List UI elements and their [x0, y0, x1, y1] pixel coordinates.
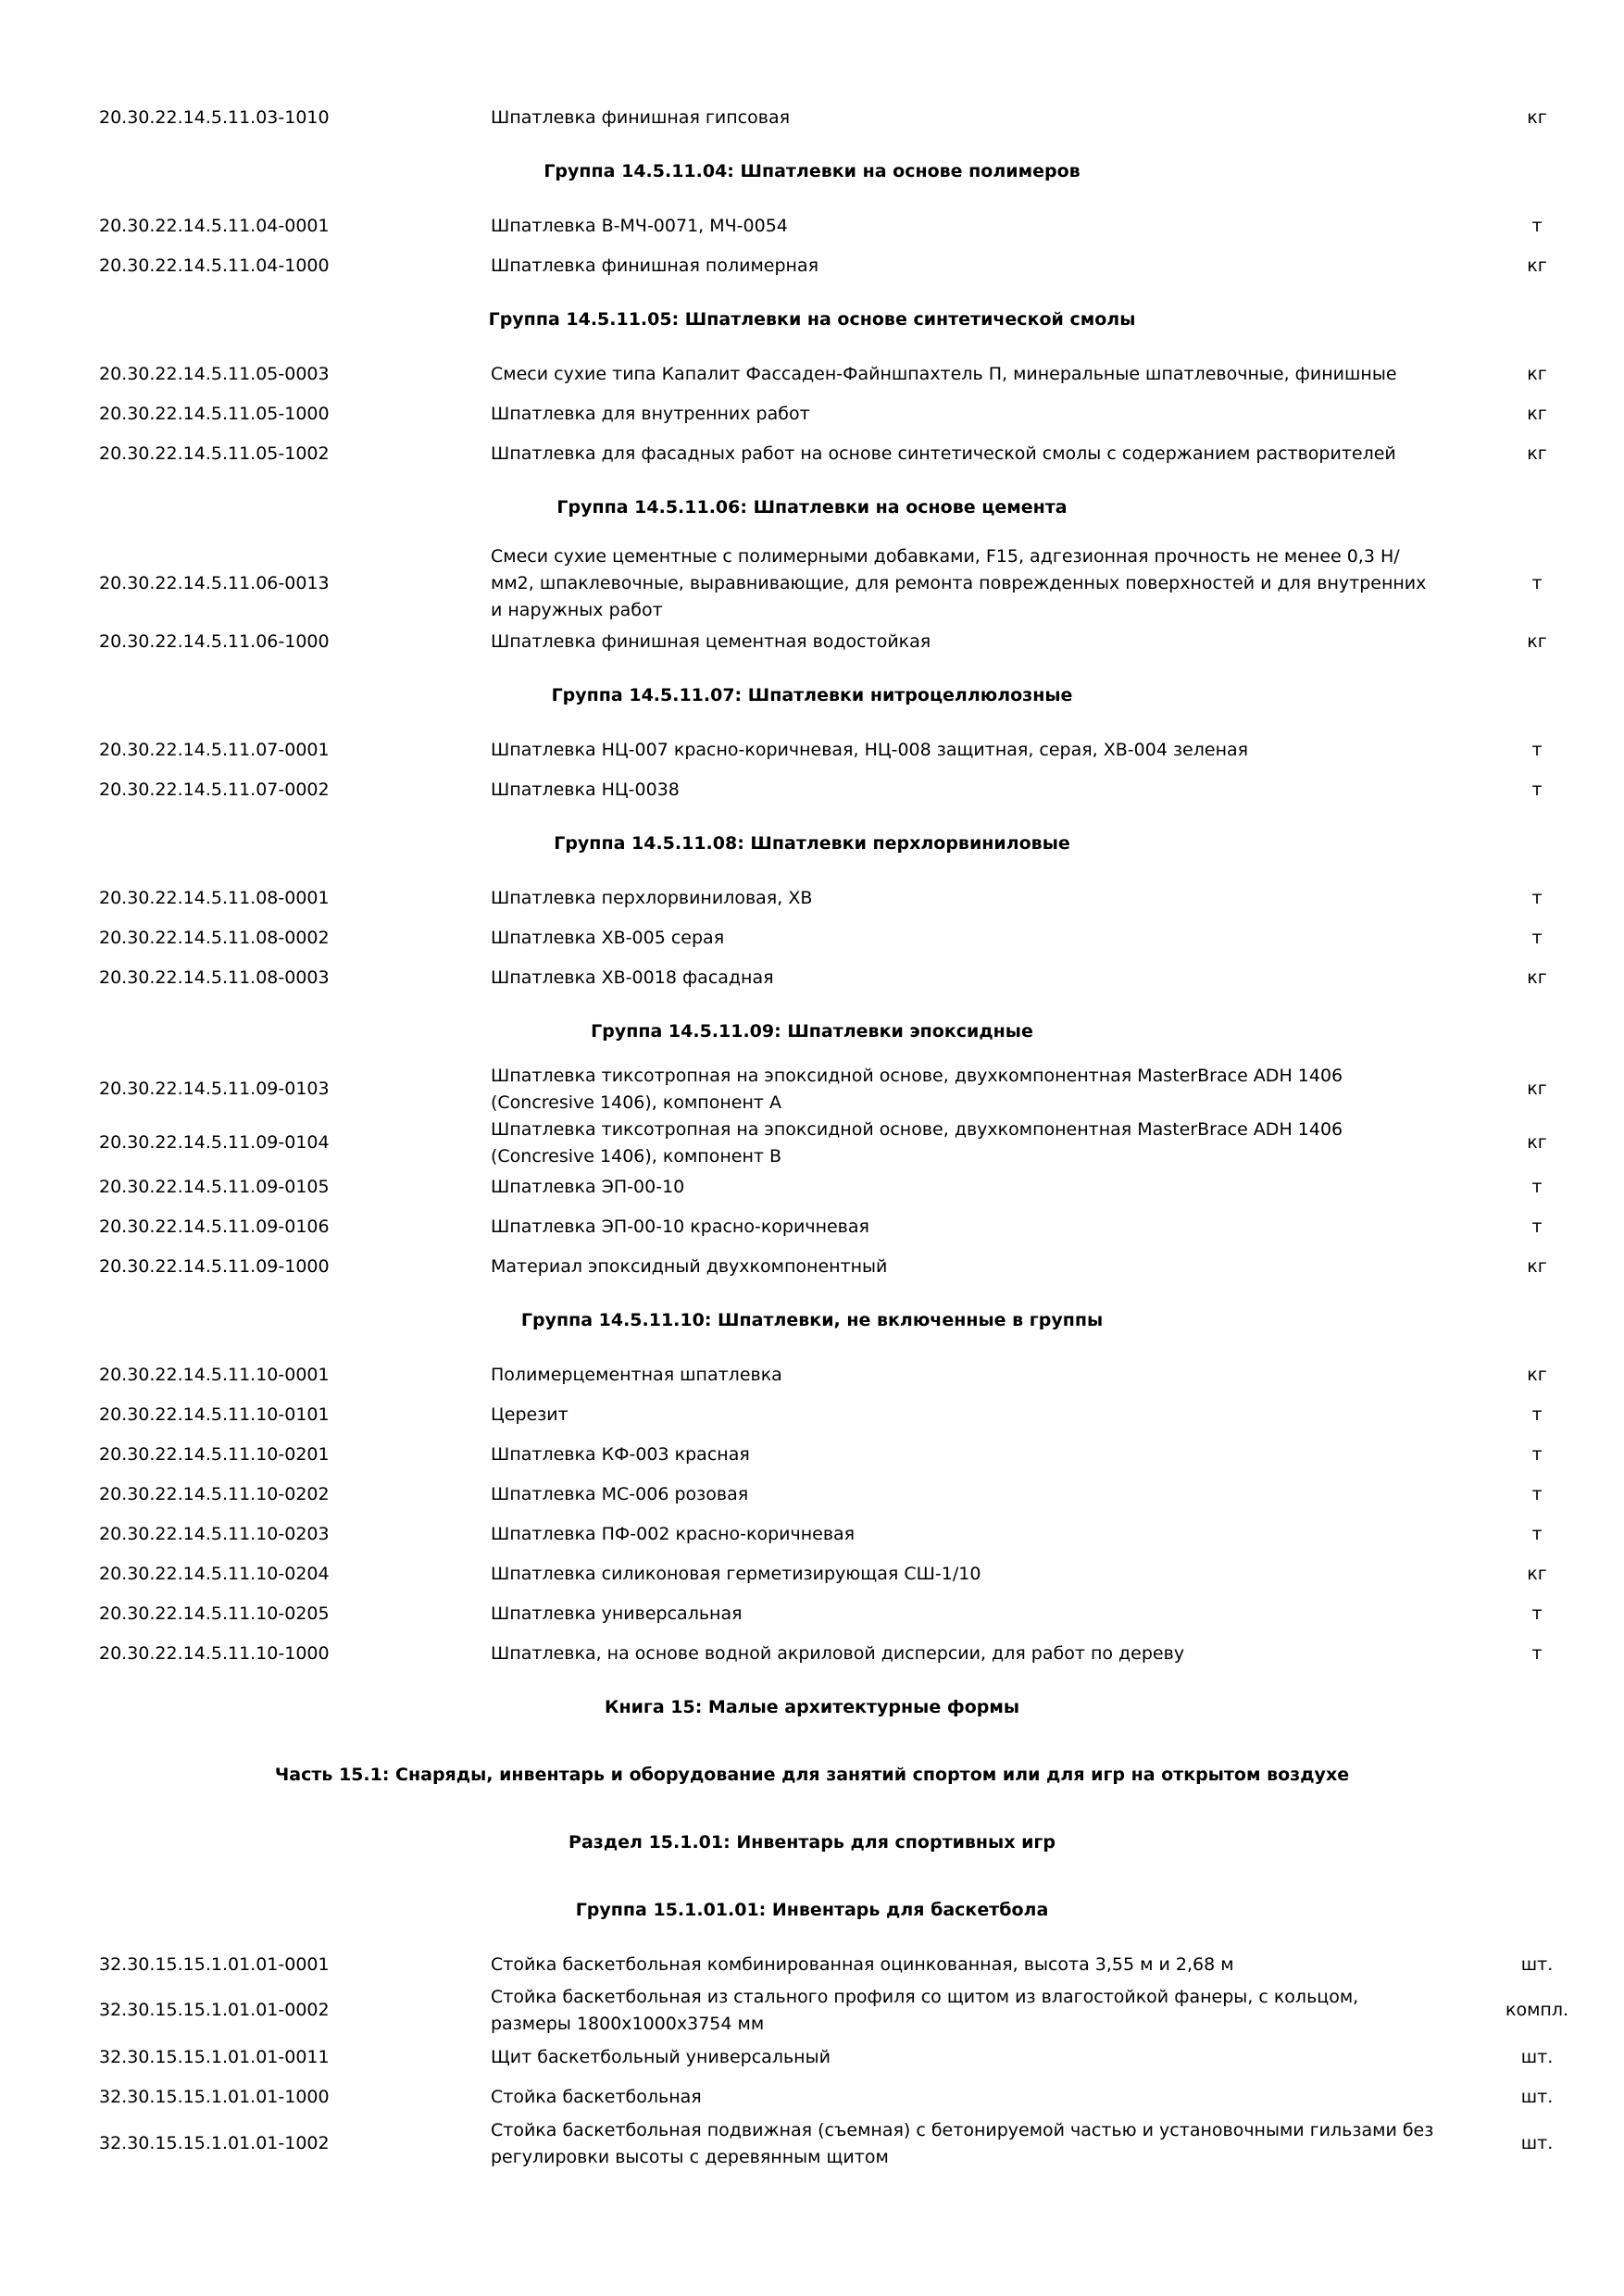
unit-of-measure: т [1531, 1217, 1543, 1237]
resource-code: 32.30.15.15.1.01.01-0002 [99, 2000, 330, 2020]
resource-code: 32.30.15.15.1.01.01-0011 [99, 2047, 330, 2067]
unit-of-measure: т [1531, 780, 1543, 800]
resource-code: 20.30.22.14.5.11.10-0204 [99, 1564, 330, 1584]
resource-code: 20.30.22.14.5.11.05-0003 [99, 364, 330, 384]
resource-code: 20.30.22.14.5.11.10-0001 [99, 1365, 330, 1385]
unit-of-measure: т [1531, 216, 1543, 236]
resource-code: 20.30.22.14.5.11.09-0104 [99, 1132, 330, 1153]
resource-code: 20.30.22.14.5.11.10-1000 [99, 1643, 330, 1664]
resource-code: 20.30.22.14.5.11.05-1002 [99, 443, 330, 464]
unit-of-measure: кг [1527, 443, 1547, 464]
unit-of-measure: кг [1527, 107, 1547, 128]
resource-name: Шпатлевка финишная гипсовая [491, 107, 791, 128]
resource-code: 20.30.22.14.5.11.10-0203 [99, 1524, 330, 1544]
unit-of-measure: т [1531, 1643, 1543, 1664]
resource-name: Полимерцементная шпатлевка [491, 1365, 782, 1385]
resource-code: 20.30.22.14.5.11.05-1000 [99, 404, 330, 424]
unit-of-measure: компл. [1505, 2000, 1569, 2020]
resource-code: 20.30.22.14.5.11.04-0001 [99, 216, 330, 236]
resource-name: Шпатлевка силиконовая герметизирующая СШ-1/10 [491, 1564, 981, 1584]
resource-code: 20.30.22.14.5.11.06-1000 [99, 631, 330, 652]
group-heading: Группа 14.5.11.05: Шпатлевки на основе синтетической смолы [488, 309, 1136, 330]
resource-name: Щит баскетбольный универсальный [491, 2047, 831, 2067]
resource-name: Шпатлевка ЭП-00-10 красно-коричневая [491, 1217, 869, 1237]
resource-name: Шпатлевка для внутренних работ [491, 404, 810, 424]
unit-of-measure: шт. [1520, 2087, 1554, 2107]
resource-name: Шпатлевка КФ-003 красная [491, 1444, 750, 1465]
unit-of-measure: кг [1527, 1365, 1547, 1385]
unit-of-measure: кг [1527, 1256, 1547, 1277]
resource-name: Стойка баскетбольная из стального профиля со щитом из влагостойкой фанеры, с кольцом, размеры 1800х1000х3754 мм [491, 1987, 1359, 2034]
unit-of-measure: шт. [1520, 1954, 1554, 1975]
resource-code: 20.30.22.14.5.11.10-0201 [99, 1444, 330, 1465]
unit-of-measure: кг [1527, 1132, 1547, 1153]
resource-name: Стойка баскетбольная подвижная (съемная) с бетонируемой частью и установочными гильзами без регулировки высоты с деревянным щитом [491, 2120, 1434, 2167]
resource-name: Шпатлевка ПФ-002 красно-коричневая [491, 1524, 856, 1544]
unit-of-measure: т [1531, 740, 1543, 760]
group-heading: Группа 14.5.11.08: Шпатлевки перхлорвиниловые [554, 833, 1070, 854]
resource-name: Стойка баскетбольная комбинированная оцинкованная, высота 3,55 м и 2,68 м [491, 1954, 1234, 1975]
resource-code: 20.30.22.14.5.11.08-0003 [99, 967, 330, 988]
unit-of-measure: т [1531, 1177, 1543, 1197]
unit-of-measure: кг [1527, 1079, 1547, 1099]
resource-name: Церезит [491, 1404, 568, 1425]
unit-of-measure: т [1531, 1484, 1543, 1504]
group-heading: Группа 14.5.11.10: Шпатлевки, не включенные в группы [520, 1310, 1104, 1330]
resource-name: Смеси сухие цементные с полимерными добавками, F15, адгезионная прочность не менее 0,3 Н/мм2, шпаклевочные, выравнивающие, для ремонта поврежденных поверхностей и для внутренних и наружных работ [491, 546, 1427, 620]
resource-code: 32.30.15.15.1.01.01-1000 [99, 2087, 330, 2107]
resource-code: 20.30.22.14.5.11.10-0101 [99, 1404, 330, 1425]
resource-code: 32.30.15.15.1.01.01-1002 [99, 2133, 330, 2153]
part-heading: Часть 15.1: Снаряды, инвентарь и оборудование для занятий спортом или для игр на открытом воздухе [274, 1765, 1350, 1785]
book-heading: Книга 15: Малые архитектурные формы [604, 1697, 1020, 1717]
unit-of-measure: т [1531, 1404, 1543, 1425]
unit-of-measure: кг [1527, 1564, 1547, 1584]
unit-of-measure: т [1531, 1603, 1543, 1624]
resource-name: Шпатлевка тиксотропная на эпоксидной основе, двухкомпонентная MasterBrace ADH 1406 (Concresive 1406), компонент А [491, 1066, 1343, 1113]
resource-name: Шпатлевка В-МЧ-0071, МЧ-0054 [491, 216, 788, 236]
unit-of-measure: шт. [1520, 2133, 1554, 2153]
resource-name: Шпатлевка НЦ-007 красно-коричневая, НЦ-008 защитная, серая, ХВ-004 зеленая [491, 740, 1249, 760]
resource-name: Шпатлевка финишная цементная водостойкая [491, 631, 931, 652]
unit-of-measure: т [1531, 573, 1543, 593]
resource-name: Материал эпоксидный двухкомпонентный [491, 1256, 888, 1277]
resource-code: 20.30.22.14.5.11.08-0002 [99, 928, 330, 948]
resource-name: Шпатлевка тиксотропная на эпоксидной основе, двухкомпонентная MasterBrace ADH 1406 (Concresive 1406), компонент В [491, 1119, 1343, 1167]
resource-name: Шпатлевка финишная полимерная [491, 256, 819, 276]
resource-name: Шпатлевка НЦ-0038 [491, 780, 680, 800]
unit-of-measure: кг [1527, 256, 1547, 276]
resource-code: 20.30.22.14.5.11.08-0001 [99, 888, 330, 908]
resource-name: Шпатлевка для фасадных работ на основе синтетической смолы с содержанием растворителей [491, 443, 1396, 464]
group-heading: Группа 14.5.11.07: Шпатлевки нитроцеллюлозные [551, 685, 1073, 705]
resource-name: Шпатлевка ХВ-0018 фасадная [491, 967, 774, 988]
resource-code: 20.30.22.14.5.11.09-0106 [99, 1217, 330, 1237]
group-heading: Группа 14.5.11.06: Шпатлевки на основе цемента [556, 497, 1068, 518]
unit-of-measure: т [1531, 888, 1543, 908]
unit-of-measure: шт. [1520, 2047, 1554, 2067]
resource-name: Шпатлевка универсальная [491, 1603, 743, 1624]
unit-of-measure: кг [1527, 404, 1547, 424]
resource-code: 20.30.22.14.5.11.10-0202 [99, 1484, 330, 1504]
resource-name: Шпатлевка МС-006 розовая [491, 1484, 749, 1504]
resource-code: 32.30.15.15.1.01.01-0001 [99, 1954, 330, 1975]
group-heading: Группа 14.5.11.09: Шпатлевки эпоксидные [591, 1021, 1033, 1042]
resource-code: 20.30.22.14.5.11.09-0105 [99, 1177, 330, 1197]
resource-code: 20.30.22.14.5.11.06-0013 [99, 573, 330, 593]
resource-name: Шпатлевка ХВ-005 серая [491, 928, 725, 948]
resource-code: 20.30.22.14.5.11.09-0103 [99, 1079, 330, 1099]
resource-code: 20.30.22.14.5.11.03-1010 [99, 107, 330, 128]
unit-of-measure: т [1531, 928, 1543, 948]
resource-name: Смеси сухие типа Капалит Фассаден-Файншпахтель П, минеральные шпатлевочные, финишные [491, 364, 1397, 384]
resource-name: Стойка баскетбольная [491, 2087, 702, 2107]
resource-code: 20.30.22.14.5.11.10-0205 [99, 1603, 330, 1624]
group-heading: Группа 14.5.11.04: Шпатлевки на основе полимеров [543, 161, 1081, 181]
unit-of-measure: кг [1527, 631, 1547, 652]
unit-of-measure: кг [1527, 364, 1547, 384]
resource-code: 20.30.22.14.5.11.09-1000 [99, 1256, 330, 1277]
section-heading: Раздел 15.1.01: Инвентарь для спортивных игр [568, 1832, 1056, 1853]
resource-name: Шпатлевка, на основе водной акриловой дисперсии, для работ по дереву [491, 1643, 1185, 1664]
resource-name: Шпатлевка перхлорвиниловая, ХВ [491, 888, 813, 908]
resource-code: 20.30.22.14.5.11.04-1000 [99, 256, 330, 276]
resource-code: 20.30.22.14.5.11.07-0002 [99, 780, 330, 800]
unit-of-measure: кг [1527, 967, 1547, 988]
unit-of-measure: т [1531, 1444, 1543, 1465]
resource-name: Шпатлевка ЭП-00-10 [491, 1177, 685, 1197]
group-heading: Группа 15.1.01.01: Инвентарь для баскетбола [575, 1900, 1049, 1920]
resource-code: 20.30.22.14.5.11.07-0001 [99, 740, 330, 760]
unit-of-measure: т [1531, 1524, 1543, 1544]
